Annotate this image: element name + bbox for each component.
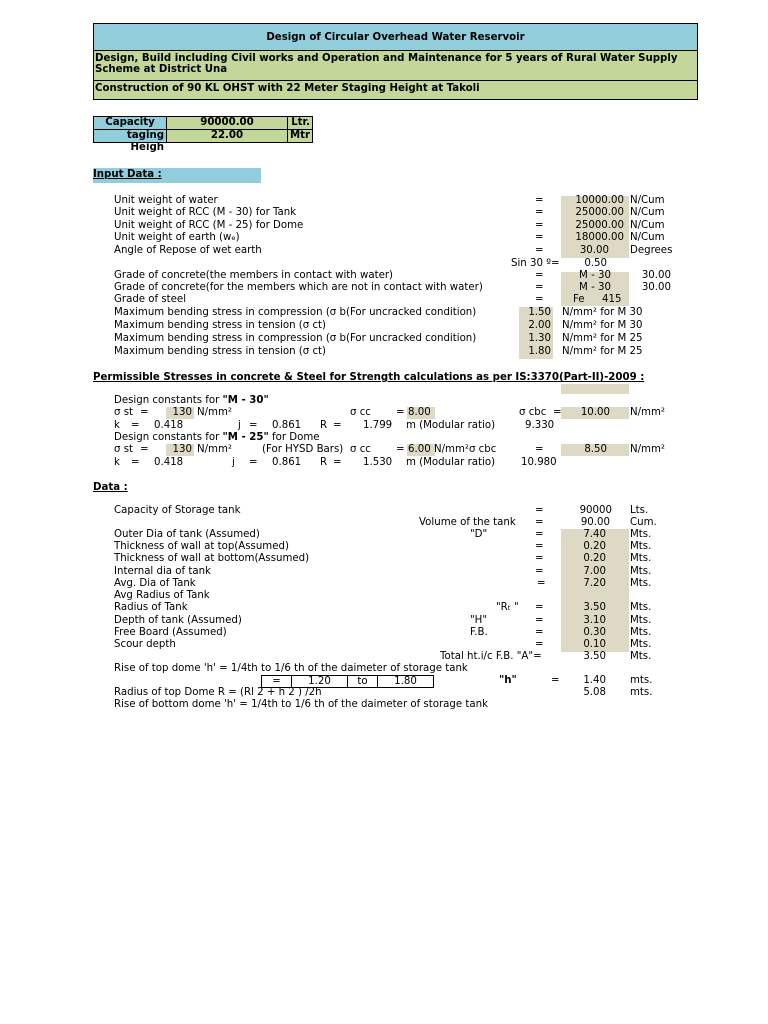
capacity-storage-label: Capacity of Storage tank	[114, 505, 241, 516]
data-value: 0.30	[583, 627, 606, 638]
m25-R-value: 1.530	[363, 457, 393, 468]
sst-label: σ st	[114, 444, 133, 455]
grade-value: Fe	[573, 294, 585, 305]
data-unit: Mts.	[630, 553, 652, 564]
data-value: 7.40	[583, 529, 606, 540]
input-value: 25000.00	[575, 207, 624, 218]
equals: =	[553, 407, 562, 418]
data-value: 0.20	[583, 541, 606, 552]
input-label: Unit weight of earth (wₑ)	[114, 232, 240, 243]
total-height-value: 3.50	[583, 651, 606, 662]
equals: =	[535, 505, 544, 516]
equals: =	[535, 602, 544, 613]
grade-label: Grade of concrete(the members in contact with water)	[114, 270, 393, 281]
m30-scbc-value: 10.00	[580, 407, 610, 418]
equals: =	[140, 444, 149, 455]
equals: =	[249, 457, 258, 468]
rise-bottom-dome-label: Rise of bottom dome 'h' = 1/4th to 1/6 th of the daimeter of storage tank	[114, 699, 488, 710]
range-to: to	[347, 675, 378, 688]
data-unit: Mts.	[630, 529, 652, 540]
input-unit: N/Cum	[630, 195, 665, 206]
m25-scc-unit: N/mm²σ cbc	[434, 444, 497, 455]
equals: =	[535, 195, 544, 206]
h-equals: =	[551, 675, 560, 686]
sst-unit: N/mm²	[197, 407, 232, 418]
volume-value: 90.00	[580, 517, 610, 528]
h-unit: mts.	[630, 675, 653, 686]
scbc-unit: N/mm²	[630, 444, 665, 455]
equals: =	[140, 407, 149, 418]
staging-unit: Mtr	[287, 129, 313, 143]
scc-label: σ cc	[350, 444, 371, 455]
data-unit: Mts.	[630, 578, 652, 589]
input-unit: N/Cum	[630, 232, 665, 243]
input-label: Unit weight of water	[114, 195, 218, 206]
data-unit: Mts.	[630, 566, 652, 577]
data-label: Outer Dia of tank (Assumed)	[114, 529, 260, 540]
m30-j-value: 0.861	[272, 420, 302, 431]
data-label: Thickness of wall at top(Assumed)	[114, 541, 289, 552]
input-value: 18000.00	[575, 232, 624, 243]
scbc-unit: N/mm²	[630, 407, 665, 418]
input-unit: N/Cum	[630, 207, 665, 218]
stress-unit: N/mm² for M 25	[562, 333, 643, 344]
stress-unit: N/mm² for M 30	[562, 320, 643, 331]
m30-m-value: 9.330	[525, 420, 555, 431]
equals: =	[131, 457, 140, 468]
stress-unit: N/mm² for M 25	[562, 346, 643, 357]
input-data-heading: Input Data :	[93, 168, 261, 183]
stress-value: 2.00	[528, 320, 551, 331]
m25-scbc-value: 8.50	[584, 444, 607, 455]
input-label: Unit weight of RCC (M - 30) for Tank	[114, 207, 297, 218]
equals: =	[333, 420, 342, 431]
data-label: Scour depth	[114, 639, 176, 650]
j-label: j	[232, 457, 235, 468]
input-unit: N/Cum	[630, 220, 665, 231]
equals: =	[535, 207, 544, 218]
data-value: 3.50	[583, 602, 606, 613]
m-label: m (Modular ratio)	[406, 457, 496, 468]
equals: =	[535, 615, 544, 626]
sheet-title: Design of Circular Overhead Water Reservoir	[93, 23, 698, 51]
input-unit: Degrees	[630, 245, 673, 256]
volume-label: Volume of the tank	[419, 517, 516, 528]
scbc-label: σ cbc	[519, 407, 547, 418]
m25-sst-value: 130	[172, 444, 192, 455]
equals: =	[396, 407, 405, 418]
R-label: R	[320, 420, 328, 431]
data-label: Depth of tank (Assumed)	[114, 615, 242, 626]
data-value: 3.10	[583, 615, 606, 626]
radius-top-dome-unit: mts.	[630, 687, 653, 698]
m25-j-value: 0.861	[272, 457, 302, 468]
sin-label: Sin 30 º=	[511, 258, 560, 269]
grade-extra: 30.00	[641, 282, 671, 293]
equals: =	[535, 282, 544, 293]
data-value: 7.20	[583, 578, 606, 589]
equals: =	[535, 566, 544, 577]
stress-value: 1.80	[528, 346, 551, 357]
grade-extra: 30.00	[641, 270, 671, 281]
stress-value: 1.30	[528, 333, 551, 344]
input-label: Unit weight of RCC (M - 25) for Dome	[114, 220, 304, 231]
stress-label: Maximum bending stress in tension (σ ct)	[114, 346, 327, 357]
range-min: 1.20	[291, 675, 348, 688]
data-symbol: "Rₜ "	[496, 602, 519, 613]
equals: =	[535, 220, 544, 231]
m30-constants-title: Design constants for "M - 30"	[114, 395, 269, 406]
grade-value: M - 30	[579, 282, 611, 293]
input-value: 30.00	[579, 245, 609, 256]
data-symbol: "D"	[470, 529, 488, 540]
equals: =	[535, 245, 544, 256]
data-unit: Mts.	[630, 615, 652, 626]
scc-label: σ cc	[350, 407, 371, 418]
sst-unit: N/mm²	[197, 444, 232, 455]
h-value: 1.40	[583, 675, 606, 686]
stress-label: Maximum bending stress in tension (σ ct)	[114, 320, 327, 331]
sst-label: σ st	[114, 407, 133, 418]
m25-m-value: 10.980	[521, 457, 557, 468]
data-unit: Mts.	[630, 541, 652, 552]
capacity-storage-unit: Lts.	[630, 505, 649, 516]
staging-value: 22.00	[166, 129, 288, 143]
permissible-shade	[561, 384, 629, 394]
grade-extra: 415	[602, 294, 622, 305]
input-value: 10000.00	[575, 195, 624, 206]
data-value: 0.20	[583, 553, 606, 564]
data-label: Internal dia of tank	[114, 566, 211, 577]
equals: =	[249, 420, 258, 431]
data-label: Avg. Dia of Tank	[114, 578, 196, 589]
m-label: m (Modular ratio)	[406, 420, 496, 431]
hysd-note: (For HYSD Bars)	[262, 444, 344, 455]
construction-description: Construction of 90 KL OHST with 22 Meter Staging Height at Takoli	[93, 80, 698, 100]
grade-label: Grade of concrete(for the members which are not in contact with water)	[114, 282, 483, 293]
j-label: j	[238, 420, 241, 431]
equals: =	[396, 444, 405, 455]
range-max: 1.80	[377, 675, 434, 688]
equals: =	[535, 517, 544, 528]
project-description: Design, Build including Civil works and Operation and Maintenance for 5 years of Rural Water Supply Scheme at District Una	[93, 50, 698, 81]
data-symbol: F.B.	[470, 627, 488, 638]
rise-top-dome-label: Rise of top dome 'h' = 1/4th to 1/6 th of the daimeter of storage tank	[114, 663, 468, 674]
grade-label: Grade of steel	[114, 294, 187, 305]
equals: =	[535, 627, 544, 638]
stress-label: Maximum bending stress in compression (σ b(For uncracked condition)	[114, 333, 477, 344]
equals: =	[535, 541, 544, 552]
data-symbol: "H"	[470, 615, 488, 626]
data-value: 7.00	[583, 566, 606, 577]
R-label: R	[320, 457, 328, 468]
radius-top-dome-label: Radius of top Dome R = (Rl 2 + h 2 ) /2h	[114, 687, 322, 698]
equals: =	[535, 232, 544, 243]
m25-scc-value: 6.00	[408, 444, 431, 455]
volume-unit: Cum.	[630, 517, 657, 528]
data-label: Free Board (Assumed)	[114, 627, 227, 638]
total-height-unit: Mts.	[630, 651, 652, 662]
m30-sst-value: 130	[172, 407, 192, 418]
sin-value: 0.50	[584, 258, 607, 269]
input-label: Angle of Repose of wet earth	[114, 245, 262, 256]
equals: =	[535, 553, 544, 564]
equals: =	[131, 420, 140, 431]
capacity-unit: Ltr.	[287, 116, 313, 130]
equals: =	[535, 294, 544, 305]
range-equals: =	[261, 675, 292, 688]
m30-scc-value: 8.00	[408, 407, 431, 418]
equals: =	[537, 578, 546, 589]
stress-label: Maximum bending stress in compression (σ b(For uncracked condition)	[114, 307, 477, 318]
k-label: k	[114, 457, 120, 468]
stress-value: 1.50	[528, 307, 551, 318]
k-label: k	[114, 420, 120, 431]
total-height-label: Total ht.i/c F.B. "A"=	[440, 651, 542, 662]
data-label: Radius of Tank	[114, 602, 188, 613]
m25-constants-title: Design constants for "M - 25" for Dome	[114, 432, 320, 443]
grade-value: M - 30	[579, 270, 611, 281]
radius-top-dome-value: 5.08	[583, 687, 606, 698]
data-unit: Mts.	[630, 602, 652, 613]
equals: =	[535, 529, 544, 540]
capacity-storage-value: 90000	[579, 505, 612, 516]
h-label: "h"	[499, 675, 517, 686]
data-unit: Mts.	[630, 627, 652, 638]
input-value: 25000.00	[575, 220, 624, 231]
equals: =	[535, 270, 544, 281]
m25-k-value: 0.418	[154, 457, 184, 468]
m30-R-value: 1.799	[363, 420, 393, 431]
capacity-label: Capacity	[93, 116, 167, 130]
equals: =	[535, 639, 544, 650]
stress-unit: N/mm² for M 30	[562, 307, 643, 318]
capacity-value: 90000.00	[166, 116, 288, 130]
data-label: Thickness of wall at bottom(Assumed)	[114, 553, 310, 564]
m30-k-value: 0.418	[154, 420, 184, 431]
equals: =	[333, 457, 342, 468]
permissible-heading: Permissible Stresses in concrete & Steel for Strength calculations as per IS:3370(Part-II)-2009 :	[93, 372, 645, 383]
equals: =	[535, 444, 544, 455]
data-heading: Data :	[93, 482, 128, 493]
data-label: Avg Radius of Tank	[114, 590, 210, 601]
staging-label: taging Heigh	[93, 129, 167, 143]
data-unit: Mts.	[630, 639, 652, 650]
data-value: 0.10	[583, 639, 606, 650]
